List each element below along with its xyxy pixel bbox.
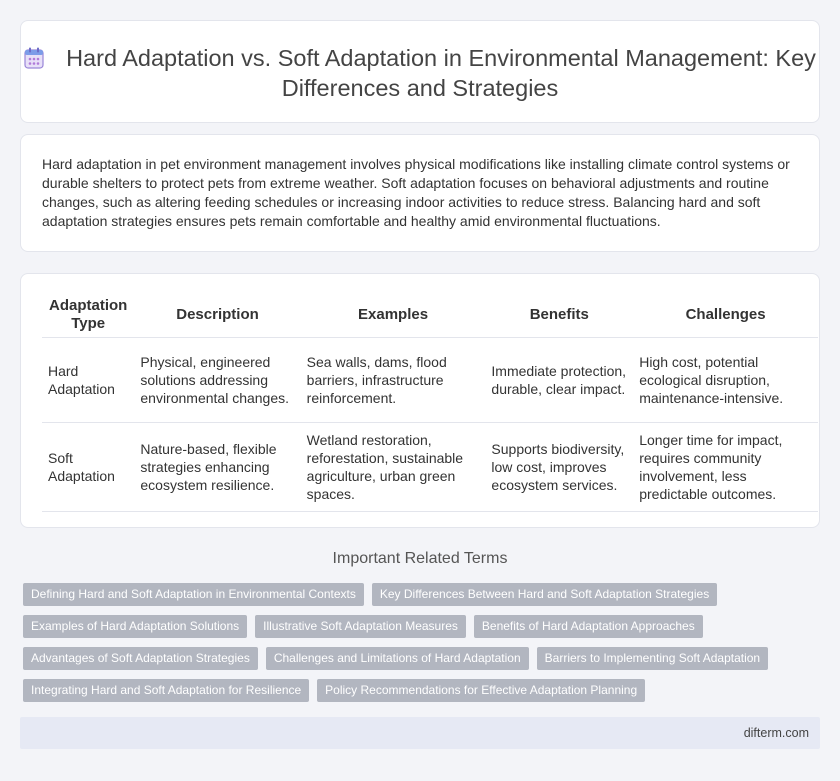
header-benefits: Benefits: [485, 294, 633, 337]
header-challenges: Challenges: [633, 294, 818, 337]
header-adaptation-type: Adaptation Type: [42, 294, 134, 337]
header-examples: Examples: [301, 294, 486, 337]
table-cell: Longer time for impact, requires community involvement, less predictable outcomes.: [633, 422, 818, 511]
related-term-tag[interactable]: Illustrative Soft Adaptation Measures: [255, 615, 466, 638]
related-term-tag[interactable]: Barriers to Implementing Soft Adaptation: [537, 647, 768, 670]
related-term-tag[interactable]: Benefits of Hard Adaptation Approaches: [474, 615, 703, 638]
table-row: [42, 337, 818, 422]
table-cell: Wetland restoration, reforestation, sustainable agriculture, urban green spaces.: [301, 422, 486, 511]
intro-card: [20, 134, 820, 252]
related-term-tag[interactable]: Challenges and Limitations of Hard Adaptation: [266, 647, 529, 670]
table-cell: Hard Adaptation: [42, 337, 134, 422]
table-cell: High cost, potential ecological disruption, maintenance-intensive.: [633, 337, 818, 422]
table-cell: Soft Adaptation: [42, 422, 134, 511]
page-title-wrap: [21, 43, 819, 103]
footer-site-link[interactable]: difterm.com: [743, 726, 809, 740]
intro-paragraph: Hard adaptation in pet environment management involves physical modifications like installing climate control systems or durable shelters to protect pets from extreme weather. Soft adaptation focuses on behavioral adjustments and routine changes, such as altering feeding schedules or increasing indoor activities to reduce stress. Balancing hard and soft adaptation strategies ensures pets remain comfortable and healthy amid environmental fluctuations.: [42, 156, 790, 229]
related-term-tag[interactable]: Integrating Hard and Soft Adaptation for Resilience: [23, 679, 309, 702]
table-cell: Physical, engineered solutions addressing environmental changes.: [134, 337, 300, 422]
related-term-tag[interactable]: Policy Recommendations for Effective Adaptation Planning: [317, 679, 645, 702]
header-description: Description: [134, 294, 300, 337]
related-term-tag[interactable]: Key Differences Between Hard and Soft Adaptation Strategies: [372, 583, 717, 606]
comparison-table-card: [20, 273, 820, 528]
related-terms-title: Important Related Terms: [332, 550, 508, 567]
calendar-document-icon: [24, 47, 44, 69]
table-cell: Immediate protection, durable, clear impact.: [485, 337, 633, 422]
table-header-row: [42, 294, 818, 337]
related-term-tag[interactable]: Examples of Hard Adaptation Solutions: [23, 615, 247, 638]
comparison-table: [42, 294, 818, 512]
table-row: [42, 422, 818, 511]
related-terms-list: [23, 583, 823, 711]
table-cell: Supports biodiversity, low cost, improves ecosystem services.: [485, 422, 633, 511]
related-term-tag[interactable]: Defining Hard and Soft Adaptation in Environmental Contexts: [23, 583, 364, 606]
title-card: [20, 20, 820, 123]
related-term-tag[interactable]: Advantages of Soft Adaptation Strategies: [23, 647, 258, 670]
table-cell: Nature-based, flexible strategies enhancing ecosystem resilience.: [134, 422, 300, 511]
footer: [20, 717, 820, 749]
page-title: Hard Adaptation vs. Soft Adaptation in Environmental Management: Key Differences and Strategies: [66, 45, 816, 101]
table-cell: Sea walls, dams, flood barriers, infrastructure reinforcement.: [301, 337, 486, 422]
